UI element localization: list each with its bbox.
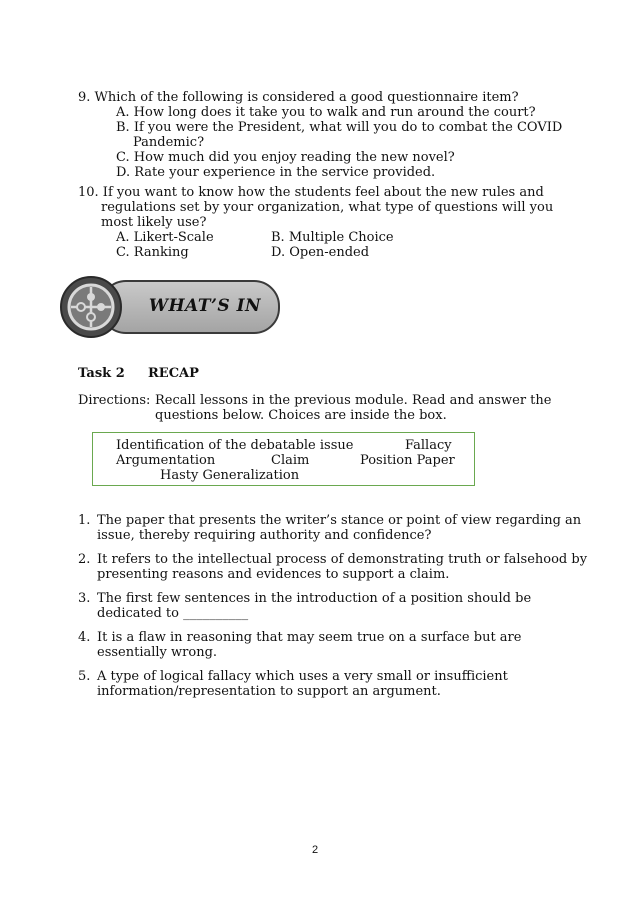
directions-label: Directions: <box>78 393 151 408</box>
directions-text: Recall lessons in the previous module. Read and answer the <box>155 393 552 408</box>
question-text: It is a flaw in reasoning that may seem true on a surface but are <box>97 630 522 645</box>
question-text: essentially wrong. <box>97 645 218 660</box>
question-10-option-b: B. Multiple Choice <box>271 230 394 245</box>
question-text: presenting reasons and evidences to support a claim. <box>97 567 450 582</box>
choice-item: Fallacy <box>405 438 452 453</box>
question-9-option-b: B. If you were the President, what will you do to combat the COVID <box>116 120 563 135</box>
question-9-option-a: A. How long does it take you to walk and run around the court? <box>116 105 536 120</box>
question-number: 4. <box>78 630 91 645</box>
choice-item: Position Paper <box>360 453 455 468</box>
question-text: information/representation to support an argument. <box>97 684 441 699</box>
task-title: RECAP <box>148 366 199 381</box>
question-text: A type of logical fallacy which uses a very small or insufficient <box>97 669 508 684</box>
question-10-stem: 10. If you want to know how the students feel about the new rules and <box>78 185 544 200</box>
question-number: 1. <box>78 513 91 528</box>
section-banner <box>60 276 278 338</box>
question-9-option-b-cont: Pandemic? <box>133 135 205 150</box>
question-10-stem-line2: regulations set by your organization, what type of questions will you <box>101 200 554 215</box>
directions-text-line2: questions below. Choices are inside the box. <box>155 408 447 423</box>
question-text: The first few sentences in the introduction of a position should be <box>97 591 532 606</box>
question-number: 2. <box>78 552 91 567</box>
question-10-stem-line3: most likely use? <box>101 215 207 230</box>
choice-item: Hasty Generalization <box>160 468 300 483</box>
question-9-stem: 9. Which of the following is considered a good questionnaire item? <box>78 90 519 105</box>
question-10-option-d: D. Open-ended <box>271 245 370 260</box>
banner-pill <box>100 280 280 334</box>
choice-item: Argumentation <box>116 453 216 468</box>
question-text: It refers to the intellectual process of demonstrating truth or falsehood by <box>97 552 588 567</box>
question-9-option-d: D. Rate your experience in the service provided. <box>116 165 436 180</box>
question-number: 3. <box>78 591 91 606</box>
puzzle-icon <box>60 276 122 338</box>
banner-title: WHAT’S IN <box>148 296 262 316</box>
question-10-option-c: C. Ranking <box>116 245 189 260</box>
choice-item: Identification of the debatable issue <box>116 438 354 453</box>
choice-item: Claim <box>271 453 310 468</box>
task-label: Task 2 <box>78 366 125 381</box>
question-number: 5. <box>78 669 91 684</box>
question-10-option-a: A. Likert-Scale <box>116 230 214 245</box>
question-9-option-c: C. How much did you enjoy reading the new novel? <box>116 150 455 165</box>
page-number: 2 <box>312 844 319 856</box>
question-text: dedicated to __________ <box>97 606 249 621</box>
question-text: issue, thereby requiring authority and confidence? <box>97 528 432 543</box>
question-text: The paper that presents the writer’s stance or point of view regarding an <box>97 513 582 528</box>
